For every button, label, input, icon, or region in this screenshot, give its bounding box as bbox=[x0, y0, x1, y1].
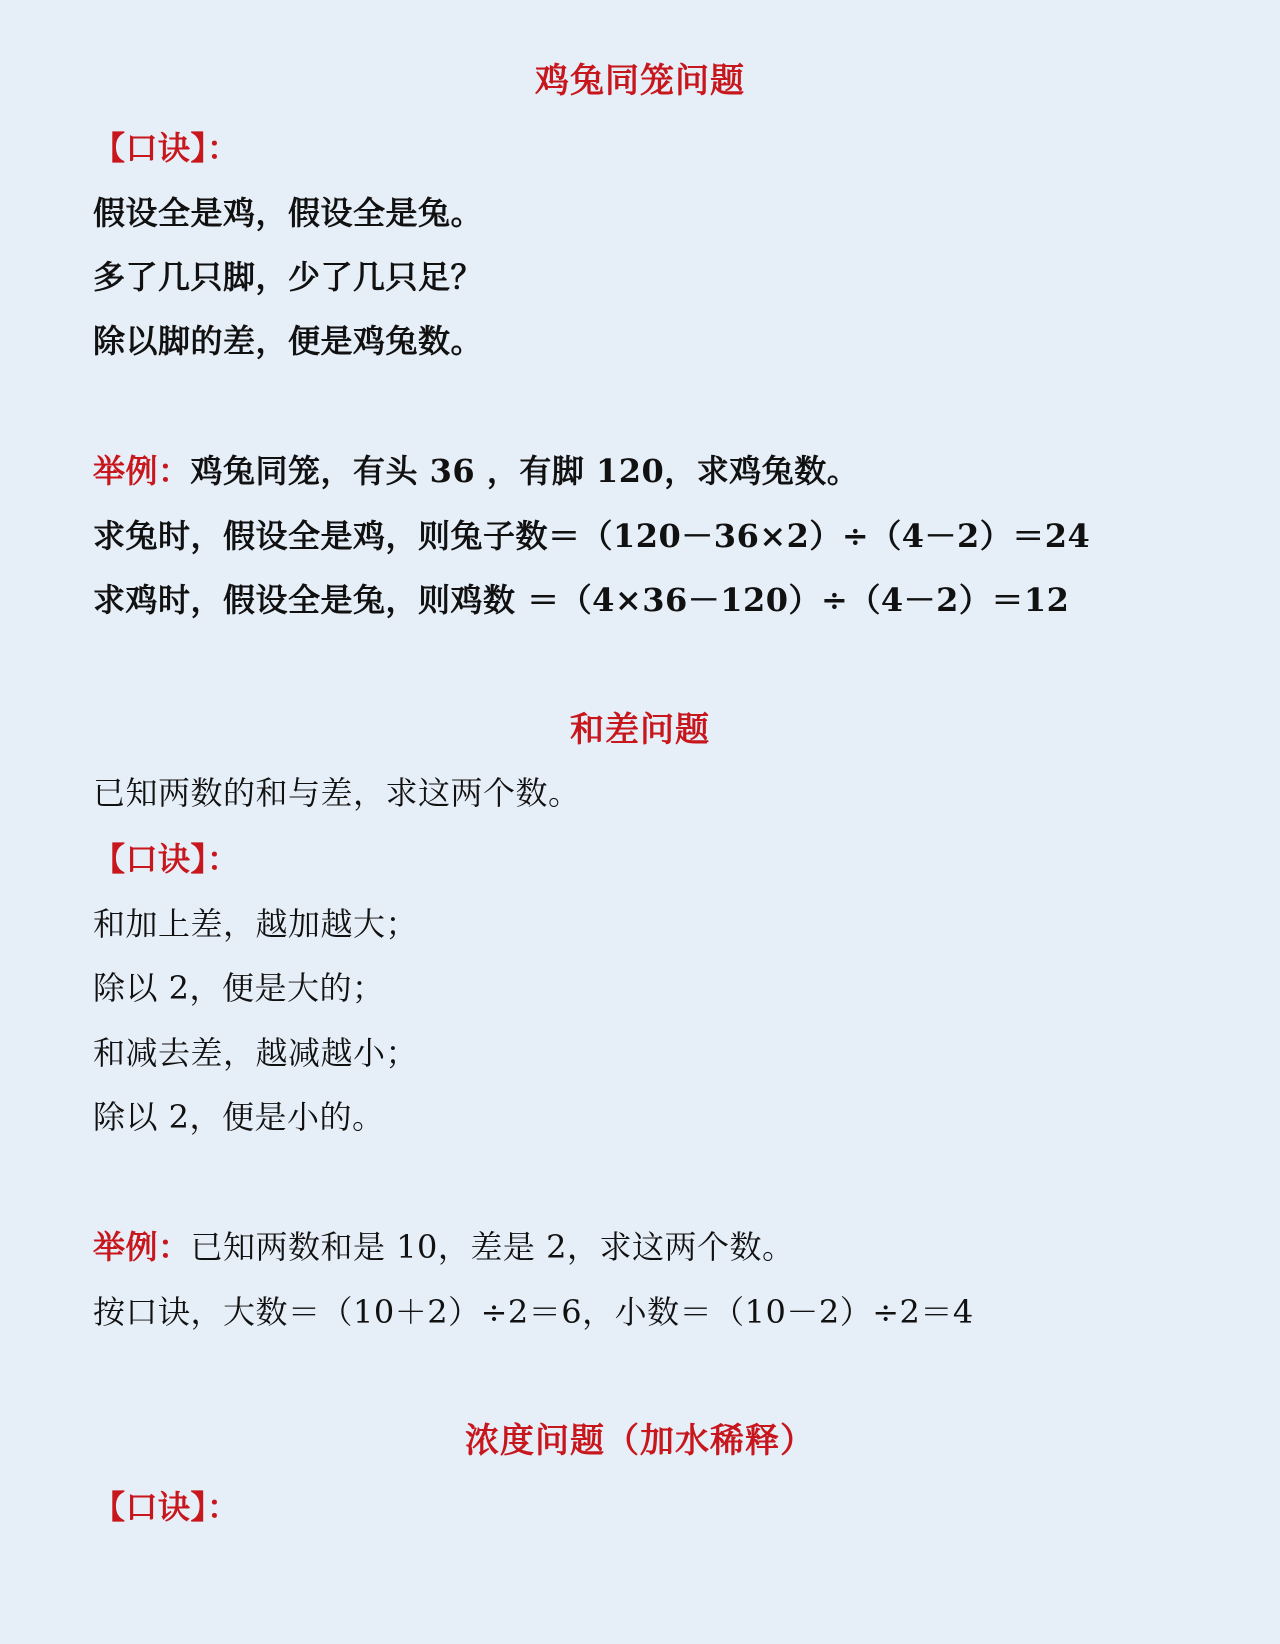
section-title-sum-difference: 和差问题 bbox=[570, 710, 710, 750]
koujue-label: 【口诀】： bbox=[93, 129, 240, 167]
example-text: 已知两数和是 10，差是 2，求这两个数。 bbox=[190, 1228, 795, 1266]
koujue-line: 除以 2，便是大的； bbox=[93, 969, 385, 1007]
example-label: 举例： bbox=[93, 452, 191, 490]
koujue-line: 多了几只脚，少了几只足？ bbox=[93, 258, 484, 296]
solution-line: 按口诀，大数＝（10＋2）÷2＝6，小数＝（10－2）÷2＝4 bbox=[93, 1293, 974, 1331]
example-line bbox=[93, 451, 859, 491]
koujue-label: 【口诀】： bbox=[93, 840, 240, 878]
solution-line: 求鸡时，假设全是兔，则鸡数 ＝（4×36－120）÷（4－2）＝12 bbox=[93, 581, 1070, 619]
koujue-line: 假设全是鸡，假设全是兔。 bbox=[93, 194, 484, 232]
koujue-line: 除以 2，便是小的。 bbox=[93, 1098, 385, 1136]
section-title-chicken-rabbit: 鸡兔同笼问题 bbox=[535, 61, 745, 101]
koujue-line: 和加上差，越加越大； bbox=[93, 905, 419, 943]
example-text: 鸡兔同笼，有头 36 ，有脚 120，求鸡兔数。 bbox=[190, 452, 860, 490]
example-line bbox=[93, 1227, 794, 1267]
section-title-concentration: 浓度问题（加水稀释） bbox=[465, 1421, 815, 1461]
solution-line: 求兔时，假设全是鸡，则兔子数＝（120－36×2）÷（4－2）＝24 bbox=[93, 517, 1091, 555]
koujue-label: 【口诀】： bbox=[93, 1488, 240, 1526]
koujue-line: 除以脚的差，便是鸡兔数。 bbox=[93, 322, 484, 360]
koujue-line: 和减去差，越减越小； bbox=[93, 1034, 419, 1072]
section-intro: 已知两数的和与差，求这两个数。 bbox=[93, 774, 581, 812]
example-label: 举例： bbox=[93, 1228, 191, 1266]
